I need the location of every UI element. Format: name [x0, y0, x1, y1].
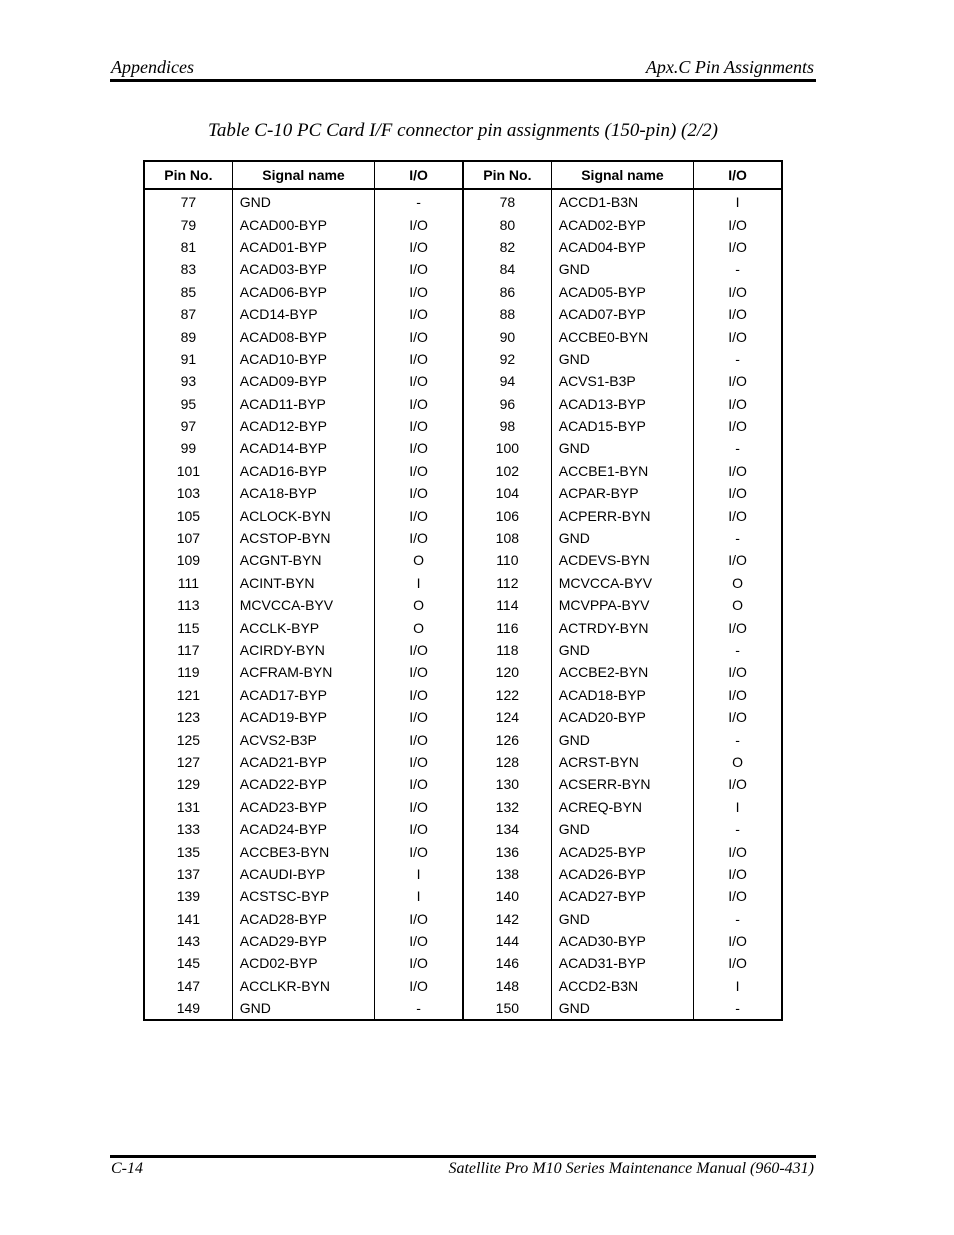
io-direction-cell: - [694, 728, 782, 750]
pin-number-cell: 121 [144, 684, 232, 706]
io-direction-cell: - [375, 189, 463, 213]
io-direction-cell: I/O [694, 504, 782, 526]
signal-name-cell: ACAD24-BYP [232, 818, 374, 840]
pin-number-cell: 115 [144, 616, 232, 638]
io-direction-cell: I/O [375, 415, 463, 437]
signal-name-cell: ACAD00-BYP [232, 213, 374, 235]
io-direction-cell: I/O [694, 213, 782, 235]
pin-number-cell: 97 [144, 415, 232, 437]
io-direction-cell: I/O [375, 639, 463, 661]
pin-number-cell: 145 [144, 952, 232, 974]
pin-number-cell: 87 [144, 303, 232, 325]
signal-name-cell: GND [551, 728, 693, 750]
signal-name-cell: ACGNT-BYN [232, 549, 374, 571]
table-row [144, 258, 782, 280]
table-row [144, 325, 782, 347]
pin-number-cell: 102 [463, 460, 551, 482]
signal-name-cell: ACAD17-BYP [232, 684, 374, 706]
pin-number-cell: 94 [463, 370, 551, 392]
io-direction-cell: I/O [694, 370, 782, 392]
pin-number-cell: 101 [144, 460, 232, 482]
pin-number-cell: 123 [144, 706, 232, 728]
pin-number-cell: 116 [463, 616, 551, 638]
table-row [144, 482, 782, 504]
pin-number-cell: 78 [463, 189, 551, 213]
signal-name-cell: ACIRDY-BYN [232, 639, 374, 661]
signal-name-cell: ACCD1-B3N [551, 189, 693, 213]
table-row [144, 348, 782, 370]
table-body [144, 189, 782, 1020]
signal-name-cell: ACINT-BYN [232, 572, 374, 594]
pin-number-cell: 81 [144, 236, 232, 258]
table-row [144, 639, 782, 661]
pin-assignment-table [143, 160, 783, 1021]
pin-number-cell: 130 [463, 773, 551, 795]
io-direction-cell: O [694, 572, 782, 594]
table-row [144, 594, 782, 616]
pin-number-cell: 100 [463, 437, 551, 459]
footer-rule [110, 1155, 816, 1158]
io-direction-cell: O [375, 594, 463, 616]
signal-name-cell: ACAD31-BYP [551, 952, 693, 974]
io-direction-cell: I/O [694, 773, 782, 795]
io-direction-cell: I/O [375, 482, 463, 504]
signal-name-cell: ACCLKR-BYN [232, 975, 374, 997]
signal-name-cell: ACAD27-BYP [551, 885, 693, 907]
io-direction-cell: I/O [694, 236, 782, 258]
signal-name-cell: ACAD15-BYP [551, 415, 693, 437]
table-row [144, 504, 782, 526]
signal-name-cell: ACAD16-BYP [232, 460, 374, 482]
io-direction-cell: - [694, 908, 782, 930]
pin-number-cell: 107 [144, 527, 232, 549]
io-direction-cell: I/O [375, 773, 463, 795]
table-row [144, 751, 782, 773]
pin-number-cell: 105 [144, 504, 232, 526]
column-header-signal-name-2: Signal name [551, 161, 693, 189]
pin-number-cell: 132 [463, 796, 551, 818]
pin-number-cell: 134 [463, 818, 551, 840]
signal-name-cell: GND [551, 997, 693, 1020]
pin-number-cell: 95 [144, 393, 232, 415]
signal-name-cell: ACPERR-BYN [551, 504, 693, 526]
table-row [144, 393, 782, 415]
io-direction-cell: I/O [375, 840, 463, 862]
io-direction-cell: I/O [694, 325, 782, 347]
io-direction-cell: I/O [694, 840, 782, 862]
io-direction-cell: I/O [375, 258, 463, 280]
signal-name-cell: ACAD18-BYP [551, 684, 693, 706]
io-direction-cell: I/O [694, 863, 782, 885]
io-direction-cell: I/O [375, 952, 463, 974]
table-header [144, 161, 782, 189]
pin-number-cell: 98 [463, 415, 551, 437]
io-direction-cell: O [375, 549, 463, 571]
pin-number-cell: 84 [463, 258, 551, 280]
pin-number-cell: 136 [463, 840, 551, 862]
signal-name-cell: ACAD14-BYP [232, 437, 374, 459]
pin-number-cell: 147 [144, 975, 232, 997]
signal-name-cell: ACAD25-BYP [551, 840, 693, 862]
table-header-row [144, 161, 782, 189]
signal-name-cell: ACAD07-BYP [551, 303, 693, 325]
header-chapter-title: Apx.C Pin Assignments [645, 57, 814, 77]
io-direction-cell: I/O [694, 460, 782, 482]
pin-number-cell: 128 [463, 751, 551, 773]
pin-number-cell: 109 [144, 549, 232, 571]
table-row [144, 840, 782, 862]
signal-name-cell: ACD02-BYP [232, 952, 374, 974]
io-direction-cell: I/O [375, 281, 463, 303]
signal-name-cell: ACAD19-BYP [232, 706, 374, 728]
io-direction-cell: - [694, 997, 782, 1020]
column-header-io: I/O [375, 161, 463, 189]
io-direction-cell: I/O [375, 393, 463, 415]
column-header-pin-no: Pin No. [144, 161, 232, 189]
table-row [144, 527, 782, 549]
pin-number-cell: 150 [463, 997, 551, 1020]
io-direction-cell: I/O [375, 460, 463, 482]
table-row [144, 908, 782, 930]
pin-number-cell: 146 [463, 952, 551, 974]
pin-number-cell: 103 [144, 482, 232, 504]
signal-name-cell: ACD14-BYP [232, 303, 374, 325]
pin-number-cell: 99 [144, 437, 232, 459]
io-direction-cell: - [694, 527, 782, 549]
signal-name-cell: ACREQ-BYN [551, 796, 693, 818]
pin-number-cell: 110 [463, 549, 551, 571]
io-direction-cell: - [694, 348, 782, 370]
io-direction-cell: I/O [375, 684, 463, 706]
signal-name-cell: ACCD2-B3N [551, 975, 693, 997]
io-direction-cell: - [694, 437, 782, 459]
io-direction-cell: I/O [694, 684, 782, 706]
pin-number-cell: 143 [144, 930, 232, 952]
pin-number-cell: 118 [463, 639, 551, 661]
pin-number-cell: 117 [144, 639, 232, 661]
table-row [144, 616, 782, 638]
signal-name-cell: MCVPPA-BYV [551, 594, 693, 616]
io-direction-cell: I/O [694, 549, 782, 571]
io-direction-cell: I/O [694, 952, 782, 974]
io-direction-cell: O [375, 616, 463, 638]
io-direction-cell: I [694, 796, 782, 818]
signal-name-cell: ACAD23-BYP [232, 796, 374, 818]
io-direction-cell: I/O [694, 885, 782, 907]
io-direction-cell: I/O [375, 325, 463, 347]
pin-number-cell: 124 [463, 706, 551, 728]
table-row [144, 706, 782, 728]
pin-number-cell: 88 [463, 303, 551, 325]
io-direction-cell: O [694, 594, 782, 616]
signal-name-cell: GND [232, 189, 374, 213]
io-direction-cell: I/O [694, 415, 782, 437]
pin-number-cell: 122 [463, 684, 551, 706]
signal-name-cell: GND [551, 258, 693, 280]
signal-name-cell: ACAD09-BYP [232, 370, 374, 392]
io-direction-cell: I/O [375, 370, 463, 392]
signal-name-cell: ACAD06-BYP [232, 281, 374, 303]
signal-name-cell: ACAD22-BYP [232, 773, 374, 795]
io-direction-cell: I [375, 863, 463, 885]
pin-number-cell: 112 [463, 572, 551, 594]
pin-number-cell: 126 [463, 728, 551, 750]
signal-name-cell: ACVS1-B3P [551, 370, 693, 392]
pin-number-cell: 133 [144, 818, 232, 840]
signal-name-cell: GND [551, 348, 693, 370]
pin-number-cell: 138 [463, 863, 551, 885]
io-direction-cell: I/O [375, 930, 463, 952]
signal-name-cell: ACSERR-BYN [551, 773, 693, 795]
signal-name-cell: ACSTSC-BYP [232, 885, 374, 907]
signal-name-cell: ACVS2-B3P [232, 728, 374, 750]
table-row [144, 303, 782, 325]
pin-number-cell: 104 [463, 482, 551, 504]
pin-number-cell: 89 [144, 325, 232, 347]
pin-number-cell: 86 [463, 281, 551, 303]
signal-name-cell: GND [551, 639, 693, 661]
signal-name-cell: ACCBE2-BYN [551, 661, 693, 683]
footer-page-number: C-14 [111, 1160, 143, 1177]
signal-name-cell: ACAD20-BYP [551, 706, 693, 728]
column-header-io-2: I/O [694, 161, 782, 189]
pin-number-cell: 82 [463, 236, 551, 258]
pin-number-cell: 83 [144, 258, 232, 280]
table-row [144, 415, 782, 437]
signal-name-cell: ACAD08-BYP [232, 325, 374, 347]
signal-name-cell: MCVCCA-BYV [232, 594, 374, 616]
pin-number-cell: 140 [463, 885, 551, 907]
io-direction-cell: I/O [375, 908, 463, 930]
signal-name-cell: ACA18-BYP [232, 482, 374, 504]
pin-number-cell: 148 [463, 975, 551, 997]
table-row [144, 572, 782, 594]
pin-number-cell: 149 [144, 997, 232, 1020]
table-row [144, 728, 782, 750]
signal-name-cell: ACCLK-BYP [232, 616, 374, 638]
signal-name-cell: ACAD11-BYP [232, 393, 374, 415]
table-row [144, 863, 782, 885]
pin-number-cell: 137 [144, 863, 232, 885]
signal-name-cell: ACAD04-BYP [551, 236, 693, 258]
signal-name-cell: ACCBE0-BYN [551, 325, 693, 347]
pin-number-cell: 108 [463, 527, 551, 549]
io-direction-cell: I/O [694, 482, 782, 504]
table-row [144, 549, 782, 571]
column-header-pin-no-2: Pin No. [463, 161, 551, 189]
table-row [144, 189, 782, 213]
signal-name-cell: ACAD12-BYP [232, 415, 374, 437]
pin-number-cell: 93 [144, 370, 232, 392]
table-row [144, 437, 782, 459]
signal-name-cell: ACPAR-BYP [551, 482, 693, 504]
pin-number-cell: 79 [144, 213, 232, 235]
pin-number-cell: 131 [144, 796, 232, 818]
pin-number-cell: 113 [144, 594, 232, 616]
signal-name-cell: ACAD10-BYP [232, 348, 374, 370]
header-section-title: Appendices [111, 57, 194, 77]
io-direction-cell: I/O [375, 751, 463, 773]
header-rule [110, 79, 816, 82]
table-row [144, 796, 782, 818]
pin-number-cell: 77 [144, 189, 232, 213]
pin-number-cell: 127 [144, 751, 232, 773]
io-direction-cell: I/O [375, 706, 463, 728]
signal-name-cell: ACAD30-BYP [551, 930, 693, 952]
io-direction-cell: I/O [694, 281, 782, 303]
column-header-signal-name: Signal name [232, 161, 374, 189]
io-direction-cell: I/O [375, 661, 463, 683]
io-direction-cell: I/O [375, 303, 463, 325]
table-caption: Table C-10 PC Card I/F connector pin assignments (150-pin) (2/2) [208, 120, 718, 141]
io-direction-cell: I/O [375, 504, 463, 526]
pin-number-cell: 125 [144, 728, 232, 750]
io-direction-cell: I/O [375, 236, 463, 258]
io-direction-cell: I/O [375, 728, 463, 750]
io-direction-cell: I/O [694, 706, 782, 728]
signal-name-cell: ACDEVS-BYN [551, 549, 693, 571]
pin-number-cell: 141 [144, 908, 232, 930]
signal-name-cell: ACAD28-BYP [232, 908, 374, 930]
signal-name-cell: ACTRDY-BYN [551, 616, 693, 638]
pin-number-cell: 91 [144, 348, 232, 370]
io-direction-cell: O [694, 751, 782, 773]
io-direction-cell: I/O [375, 437, 463, 459]
pin-number-cell: 114 [463, 594, 551, 616]
io-direction-cell: I/O [375, 796, 463, 818]
io-direction-cell: - [694, 639, 782, 661]
table-row [144, 684, 782, 706]
table-row [144, 930, 782, 952]
signal-name-cell: GND [232, 997, 374, 1020]
pin-number-cell: 106 [463, 504, 551, 526]
pin-number-cell: 120 [463, 661, 551, 683]
table-row [144, 213, 782, 235]
pin-number-cell: 111 [144, 572, 232, 594]
signal-name-cell: ACCBE3-BYN [232, 840, 374, 862]
signal-name-cell: GND [551, 908, 693, 930]
io-direction-cell: - [375, 997, 463, 1020]
pin-number-cell: 92 [463, 348, 551, 370]
io-direction-cell: I/O [694, 303, 782, 325]
io-direction-cell: I/O [694, 930, 782, 952]
signal-name-cell: ACAD21-BYP [232, 751, 374, 773]
table-row [144, 773, 782, 795]
pin-number-cell: 96 [463, 393, 551, 415]
table-row [144, 885, 782, 907]
signal-name-cell: GND [551, 818, 693, 840]
table-row [144, 460, 782, 482]
signal-name-cell: ACAD26-BYP [551, 863, 693, 885]
io-direction-cell: - [694, 818, 782, 840]
io-direction-cell: I [375, 572, 463, 594]
signal-name-cell: ACAD01-BYP [232, 236, 374, 258]
pin-number-cell: 135 [144, 840, 232, 862]
io-direction-cell: I/O [375, 975, 463, 997]
signal-name-cell: ACFRAM-BYN [232, 661, 374, 683]
io-direction-cell: I/O [694, 661, 782, 683]
table-row [144, 818, 782, 840]
pin-number-cell: 80 [463, 213, 551, 235]
io-direction-cell: I/O [375, 213, 463, 235]
signal-name-cell: ACAD03-BYP [232, 258, 374, 280]
table-row [144, 370, 782, 392]
table-row [144, 281, 782, 303]
table-row [144, 952, 782, 974]
io-direction-cell: I [375, 885, 463, 907]
pin-number-cell: 144 [463, 930, 551, 952]
io-direction-cell: I/O [694, 616, 782, 638]
signal-name-cell: GND [551, 437, 693, 459]
pin-number-cell: 119 [144, 661, 232, 683]
signal-name-cell: GND [551, 527, 693, 549]
pin-number-cell: 139 [144, 885, 232, 907]
table-row [144, 997, 782, 1020]
pin-number-cell: 85 [144, 281, 232, 303]
io-direction-cell: I/O [375, 527, 463, 549]
io-direction-cell: I/O [375, 348, 463, 370]
signal-name-cell: ACAD29-BYP [232, 930, 374, 952]
table-row [144, 236, 782, 258]
pin-number-cell: 129 [144, 773, 232, 795]
io-direction-cell: - [694, 258, 782, 280]
signal-name-cell: ACCBE1-BYN [551, 460, 693, 482]
footer-manual-title: Satellite Pro M10 Series Maintenance Manual (960-431) [448, 1160, 814, 1177]
io-direction-cell: I/O [694, 393, 782, 415]
signal-name-cell: ACAD13-BYP [551, 393, 693, 415]
signal-name-cell: ACSTOP-BYN [232, 527, 374, 549]
signal-name-cell: MCVCCA-BYV [551, 572, 693, 594]
signal-name-cell: ACLOCK-BYN [232, 504, 374, 526]
pin-number-cell: 142 [463, 908, 551, 930]
signal-name-cell: ACAD05-BYP [551, 281, 693, 303]
signal-name-cell: ACAUDI-BYP [232, 863, 374, 885]
io-direction-cell: I/O [375, 818, 463, 840]
table-row [144, 661, 782, 683]
signal-name-cell: ACRST-BYN [551, 751, 693, 773]
io-direction-cell: I [694, 975, 782, 997]
io-direction-cell: I [694, 189, 782, 213]
signal-name-cell: ACAD02-BYP [551, 213, 693, 235]
pin-number-cell: 90 [463, 325, 551, 347]
table-row [144, 975, 782, 997]
